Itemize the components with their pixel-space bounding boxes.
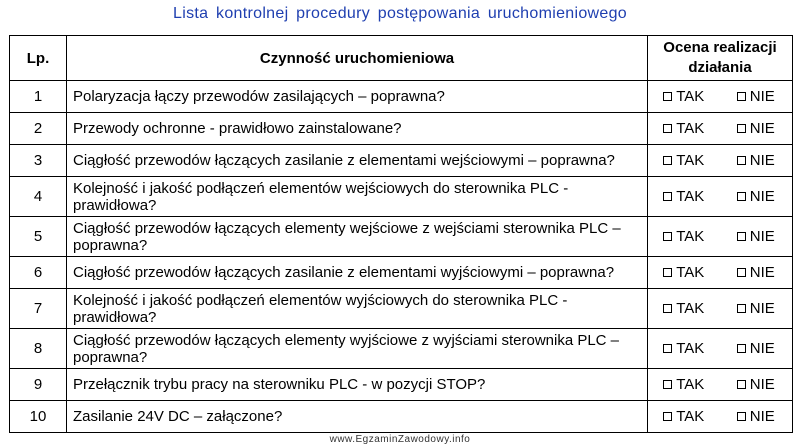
option-tak-label: TAK — [676, 228, 705, 245]
option-nie-cell[interactable] — [720, 257, 793, 289]
header-lp: Lp. — [10, 36, 67, 81]
option-nie-cell[interactable] — [720, 177, 793, 217]
checkbox-icon[interactable] — [737, 380, 746, 389]
option-nie-label: NIE — [749, 340, 775, 357]
row-activity: Polaryzacja łączy przewodów zasilających – poprawna? — [67, 81, 648, 113]
row-number: 9 — [10, 369, 67, 401]
table-row — [10, 217, 793, 257]
row-activity: Kolejność i jakość podłączeń elementów wejściowych do sterownika PLC - prawidłowa? — [67, 177, 648, 217]
checkbox-icon[interactable] — [737, 412, 746, 421]
option-tak-cell[interactable] — [648, 177, 720, 217]
checkbox-icon[interactable] — [737, 124, 746, 133]
option-nie-label: NIE — [749, 264, 775, 281]
option-tak-cell[interactable] — [648, 217, 720, 257]
row-activity: Zasilanie 24V DC – załączone? — [67, 401, 648, 433]
option-nie-label: NIE — [749, 228, 775, 245]
checklist-body — [10, 81, 793, 433]
option-tak-label: TAK — [676, 88, 705, 105]
table-row — [10, 329, 793, 369]
option-nie-cell[interactable] — [720, 289, 793, 329]
option-nie-cell[interactable] — [720, 369, 793, 401]
option-tak-cell[interactable] — [648, 401, 720, 433]
checkbox-icon[interactable] — [737, 304, 746, 313]
checkbox-icon[interactable] — [663, 232, 672, 241]
option-nie-cell[interactable] — [720, 401, 793, 433]
row-number: 7 — [10, 289, 67, 329]
option-tak-label: TAK — [676, 300, 705, 317]
checkbox-icon[interactable] — [737, 268, 746, 277]
checkbox-icon[interactable] — [737, 232, 746, 241]
checkbox-icon[interactable] — [663, 412, 672, 421]
option-tak-label: TAK — [676, 264, 705, 281]
checkbox-icon[interactable] — [737, 92, 746, 101]
option-nie-label: NIE — [749, 376, 775, 393]
row-activity: Przewody ochronne - prawidłowo zainstalowane? — [67, 113, 648, 145]
header-activity: Czynność uruchomieniowa — [67, 36, 648, 81]
option-nie-label: NIE — [749, 300, 775, 317]
checkbox-icon[interactable] — [737, 344, 746, 353]
table-row — [10, 145, 793, 177]
checkbox-icon[interactable] — [663, 124, 672, 133]
header-evaluation: Ocena realizacji działania — [648, 36, 793, 81]
option-tak-label: TAK — [676, 120, 705, 137]
row-number: 2 — [10, 113, 67, 145]
row-activity: Ciągłość przewodów łączących elementy wyjściowe z wyjściami sterownika PLC – poprawna? — [67, 329, 648, 369]
table-row — [10, 257, 793, 289]
row-activity: Ciągłość przewodów łączących zasilanie z elementami wyjściowymi – poprawna? — [67, 257, 648, 289]
row-activity: Ciągłość przewodów łączących elementy wejściowe z wejściami sterownika PLC – poprawna? — [67, 217, 648, 257]
checklist-title: Lista kontrolnej procedury postępowania uruchomieniowego — [173, 5, 627, 22]
checkbox-icon[interactable] — [663, 92, 672, 101]
option-nie-label: NIE — [749, 408, 775, 425]
footer-watermark: www.EgzaminZawodowy.info — [329, 434, 471, 445]
option-nie-cell[interactable] — [720, 145, 793, 177]
checkbox-icon[interactable] — [663, 304, 672, 313]
option-nie-cell[interactable] — [720, 329, 793, 369]
table-row — [10, 369, 793, 401]
option-tak-label: TAK — [676, 188, 705, 205]
row-activity: Ciągłość przewodów łączących zasilanie z elementami wejściowymi – poprawna? — [67, 145, 648, 177]
option-nie-label: NIE — [749, 88, 775, 105]
option-tak-cell[interactable] — [648, 369, 720, 401]
option-tak-cell[interactable] — [648, 113, 720, 145]
table-row — [10, 177, 793, 217]
option-tak-label: TAK — [676, 408, 705, 425]
checkbox-icon[interactable] — [663, 156, 672, 165]
checkbox-icon[interactable] — [737, 192, 746, 201]
option-nie-cell[interactable] — [720, 217, 793, 257]
checkbox-icon[interactable] — [737, 156, 746, 165]
option-nie-label: NIE — [749, 152, 775, 169]
table-row — [10, 81, 793, 113]
option-tak-cell[interactable] — [648, 289, 720, 329]
row-number: 4 — [10, 177, 67, 217]
table-row — [10, 401, 793, 433]
option-nie-cell[interactable] — [720, 81, 793, 113]
row-number: 10 — [10, 401, 67, 433]
option-nie-label: NIE — [749, 188, 775, 205]
row-number: 3 — [10, 145, 67, 177]
checkbox-icon[interactable] — [663, 192, 672, 201]
option-tak-label: TAK — [676, 340, 705, 357]
row-number: 1 — [10, 81, 67, 113]
checklist-table — [9, 35, 793, 433]
checkbox-icon[interactable] — [663, 380, 672, 389]
row-activity: Przełącznik trybu pracy na sterowniku PLC - w pozycji STOP? — [67, 369, 648, 401]
row-number: 5 — [10, 217, 67, 257]
table-row — [10, 289, 793, 329]
table-header-row — [10, 36, 793, 81]
option-tak-cell[interactable] — [648, 329, 720, 369]
row-activity: Kolejność i jakość podłączeń elementów wyjściowych do sterownika PLC - prawidłowa? — [67, 289, 648, 329]
checkbox-icon[interactable] — [663, 268, 672, 277]
option-nie-label: NIE — [749, 120, 775, 137]
option-tak-cell[interactable] — [648, 81, 720, 113]
row-number: 6 — [10, 257, 67, 289]
option-nie-cell[interactable] — [720, 113, 793, 145]
table-row — [10, 113, 793, 145]
checkbox-icon[interactable] — [663, 344, 672, 353]
row-number: 8 — [10, 329, 67, 369]
option-tak-label: TAK — [676, 376, 705, 393]
option-tak-label: TAK — [676, 152, 705, 169]
option-tak-cell[interactable] — [648, 257, 720, 289]
option-tak-cell[interactable] — [648, 145, 720, 177]
